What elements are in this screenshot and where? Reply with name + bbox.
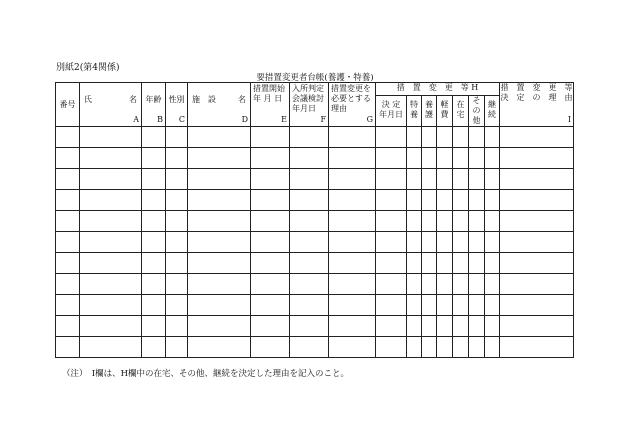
ledger-cell[interactable] [407, 316, 422, 337]
ledger-cell[interactable] [453, 190, 469, 211]
ledger-cell[interactable] [142, 169, 166, 190]
ledger-cell[interactable] [329, 148, 376, 169]
ledger-cell[interactable] [80, 211, 142, 232]
header-number: 番号 [56, 83, 80, 127]
ledger-cell[interactable] [500, 169, 574, 190]
ledger-cell[interactable] [376, 127, 407, 148]
header-change-reason: 措置変更を 必要とする 理由 G [329, 83, 376, 127]
ledger-cell[interactable] [290, 127, 329, 148]
ledger-cell[interactable] [407, 148, 422, 169]
ledger-cell[interactable] [251, 232, 290, 253]
ledger-cell[interactable] [290, 211, 329, 232]
table-row [56, 295, 574, 316]
ledger-cell[interactable] [376, 337, 407, 358]
table-row [56, 127, 574, 148]
ledger-cell[interactable] [437, 190, 453, 211]
ledger-cell[interactable] [376, 253, 407, 274]
table-row [56, 274, 574, 295]
subheader-keihi: 軽 費 [437, 96, 453, 127]
ledger-cell[interactable] [329, 274, 376, 295]
header-reason-group: 措 置 変 更 等 決 定 の 理 由 I [500, 83, 574, 127]
ledger-table [55, 82, 574, 358]
ledger-cell[interactable] [290, 253, 329, 274]
ledger-cell[interactable] [407, 274, 422, 295]
ledger-cell[interactable] [453, 295, 469, 316]
ledger-cell[interactable] [437, 253, 453, 274]
ledger-cell[interactable] [469, 316, 485, 337]
ledger-cell[interactable] [453, 211, 469, 232]
ledger-cell[interactable] [500, 211, 574, 232]
ledger-cell[interactable] [188, 190, 251, 211]
ledger-cell[interactable] [453, 274, 469, 295]
ledger-cell[interactable] [376, 232, 407, 253]
ledger-cell[interactable] [453, 169, 469, 190]
ledger-cell[interactable] [80, 127, 142, 148]
ledger-cell[interactable] [251, 169, 290, 190]
ledger-cell[interactable] [422, 127, 437, 148]
ledger-cell[interactable] [422, 232, 437, 253]
ledger-cell[interactable] [485, 295, 500, 316]
ledger-cell[interactable] [166, 148, 188, 169]
ledger-cell[interactable] [142, 127, 166, 148]
ledger-cell[interactable] [188, 253, 251, 274]
ledger-cell[interactable] [56, 232, 80, 253]
ledger-cell[interactable] [80, 169, 142, 190]
ledger-cell[interactable] [422, 316, 437, 337]
ledger-cell[interactable] [453, 337, 469, 358]
ledger-cell[interactable] [80, 295, 142, 316]
ledger-cell[interactable] [80, 232, 142, 253]
ledger-cell[interactable] [485, 211, 500, 232]
ledger-cell[interactable] [437, 316, 453, 337]
ledger-cell[interactable] [290, 274, 329, 295]
ledger-cell[interactable] [56, 316, 80, 337]
ledger-cell[interactable] [142, 337, 166, 358]
subheader-yogo: 養 護 [422, 96, 437, 127]
ledger-cell[interactable] [407, 211, 422, 232]
ledger-cell[interactable] [290, 169, 329, 190]
ledger-cell[interactable] [329, 211, 376, 232]
ledger-cell[interactable] [469, 127, 485, 148]
ledger-cell[interactable] [329, 169, 376, 190]
ledger-cell[interactable] [290, 337, 329, 358]
ledger-cell[interactable] [407, 337, 422, 358]
ledger-cell[interactable] [500, 127, 574, 148]
table-row [56, 190, 574, 211]
ledger-cell[interactable] [188, 232, 251, 253]
header-start-date: 措置開始 年 月 日 E [251, 83, 290, 127]
ledger-cell[interactable] [290, 232, 329, 253]
ledger-cell[interactable] [56, 295, 80, 316]
ledger-cell[interactable] [485, 316, 500, 337]
ledger-cell[interactable] [142, 211, 166, 232]
ledger-cell[interactable] [422, 274, 437, 295]
ledger-cell[interactable] [166, 337, 188, 358]
ledger-cell[interactable] [453, 148, 469, 169]
ledger-cell[interactable] [166, 127, 188, 148]
ledger-cell[interactable] [188, 169, 251, 190]
ledger-cell[interactable] [469, 211, 485, 232]
ledger-cell[interactable] [376, 169, 407, 190]
ledger-cell[interactable] [329, 337, 376, 358]
ledger-cell[interactable] [166, 316, 188, 337]
ledger-cell[interactable] [188, 148, 251, 169]
ledger-cell[interactable] [437, 232, 453, 253]
ledger-cell[interactable] [469, 295, 485, 316]
ledger-cell[interactable] [188, 274, 251, 295]
ledger-cell[interactable] [469, 148, 485, 169]
ledger-cell[interactable] [437, 169, 453, 190]
ledger-cell[interactable] [407, 190, 422, 211]
ledger-cell[interactable] [469, 337, 485, 358]
ledger-cell[interactable] [329, 253, 376, 274]
subheader-tokuyo: 特 養 [407, 96, 422, 127]
table-row [56, 211, 574, 232]
ledger-cell[interactable] [376, 211, 407, 232]
ledger-cell[interactable] [500, 274, 574, 295]
ledger-cell[interactable] [166, 232, 188, 253]
ledger-cell[interactable] [188, 316, 251, 337]
subheader-zaitaku: 在 宅 [453, 96, 469, 127]
ledger-cell[interactable] [290, 190, 329, 211]
ledger-cell[interactable] [142, 295, 166, 316]
ledger-cell[interactable] [329, 232, 376, 253]
header-entry-decision: 入所判定 会議検討 年月日 F [290, 83, 329, 127]
ledger-cell[interactable] [80, 148, 142, 169]
ledger-cell[interactable] [188, 127, 251, 148]
ledger-cell[interactable] [166, 211, 188, 232]
ledger-cell[interactable] [290, 316, 329, 337]
ledger-cell[interactable] [485, 253, 500, 274]
ledger-cell[interactable] [251, 253, 290, 274]
ledger-cell[interactable] [469, 169, 485, 190]
ledger-cell[interactable] [166, 169, 188, 190]
ledger-cell[interactable] [469, 253, 485, 274]
ledger-cell[interactable] [251, 316, 290, 337]
ledger-cell[interactable] [166, 190, 188, 211]
ledger-cell[interactable] [329, 295, 376, 316]
ledger-cell[interactable] [80, 274, 142, 295]
ledger-cell[interactable] [422, 211, 437, 232]
ledger-cell[interactable] [469, 190, 485, 211]
ledger-cell[interactable] [188, 211, 251, 232]
ledger-cell[interactable] [376, 148, 407, 169]
table-row [56, 148, 574, 169]
ledger-cell[interactable] [251, 127, 290, 148]
ledger-cell[interactable] [500, 190, 574, 211]
ledger-cell[interactable] [469, 232, 485, 253]
ledger-cell[interactable] [500, 337, 574, 358]
ledger-cell[interactable] [485, 169, 500, 190]
ledger-cell[interactable] [485, 232, 500, 253]
ledger-cell[interactable] [437, 127, 453, 148]
ledger-cell[interactable] [485, 127, 500, 148]
ledger-cell[interactable] [376, 274, 407, 295]
ledger-cell[interactable] [422, 295, 437, 316]
ledger-cell[interactable] [453, 316, 469, 337]
ledger-cell[interactable] [500, 253, 574, 274]
ledger-cell[interactable] [56, 127, 80, 148]
ledger-cell[interactable] [453, 253, 469, 274]
ledger-cell[interactable] [56, 148, 80, 169]
ledger-cell[interactable] [437, 337, 453, 358]
ledger-cell[interactable] [500, 295, 574, 316]
subheader-continue: 継 続 [485, 96, 500, 127]
footnote: （注） I欄は、H欄中の在宅、その他、継続を決定した理由を記入のこと。 [62, 369, 350, 379]
ledger-cell[interactable] [251, 295, 290, 316]
ledger-cell[interactable] [376, 316, 407, 337]
ledger-cell[interactable] [166, 253, 188, 274]
ledger-cell[interactable] [188, 337, 251, 358]
ledger-cell[interactable] [485, 148, 500, 169]
ledger-cell[interactable] [500, 232, 574, 253]
ledger-cell[interactable] [251, 148, 290, 169]
ledger-cell[interactable] [56, 211, 80, 232]
ledger-cell[interactable] [407, 127, 422, 148]
ledger-cell[interactable] [80, 337, 142, 358]
ledger-cell[interactable] [485, 190, 500, 211]
ledger-cell[interactable] [188, 295, 251, 316]
ledger-cell[interactable] [56, 337, 80, 358]
table-row [56, 169, 574, 190]
ledger-cell[interactable] [422, 169, 437, 190]
ledger-cell[interactable] [329, 127, 376, 148]
subheader-other: そ の 他 [469, 96, 485, 127]
ledger-body [56, 127, 574, 358]
ledger-cell[interactable] [500, 316, 574, 337]
header-gender: 性別 C [166, 83, 188, 127]
ledger-cell[interactable] [142, 274, 166, 295]
ledger-cell[interactable] [251, 190, 290, 211]
ledger-cell[interactable] [290, 148, 329, 169]
table-row [56, 232, 574, 253]
table-row [56, 253, 574, 274]
ledger-cell[interactable] [437, 211, 453, 232]
table-row [56, 337, 574, 358]
ledger-cell[interactable] [453, 232, 469, 253]
ledger-cell[interactable] [56, 274, 80, 295]
document-title: 要措置変更者台帳(養護・特養) [256, 73, 374, 83]
ledger-cell[interactable] [376, 190, 407, 211]
ledger-cell[interactable] [422, 253, 437, 274]
ledger-cell[interactable] [251, 274, 290, 295]
subheader-decision-date: 決 定 年月日 [376, 96, 407, 127]
ledger-cell[interactable] [142, 316, 166, 337]
ledger-cell[interactable] [142, 148, 166, 169]
ledger-cell[interactable] [422, 337, 437, 358]
header-age: 年齢 B [142, 83, 166, 127]
ledger-cell[interactable] [407, 253, 422, 274]
ledger-cell[interactable] [453, 127, 469, 148]
ledger-cell[interactable] [251, 211, 290, 232]
table-row [56, 316, 574, 337]
ledger-cell[interactable] [437, 148, 453, 169]
ledger-cell[interactable] [469, 274, 485, 295]
ledger-cell[interactable] [407, 232, 422, 253]
ledger-cell[interactable] [437, 274, 453, 295]
ledger-cell[interactable] [142, 253, 166, 274]
ledger-cell[interactable] [422, 190, 437, 211]
ledger-cell[interactable] [329, 190, 376, 211]
ledger-cell[interactable] [56, 169, 80, 190]
ledger-cell[interactable] [485, 274, 500, 295]
ledger-cell[interactable] [80, 253, 142, 274]
header-facility: 施 設 名 D [188, 83, 251, 127]
ledger-cell[interactable] [142, 190, 166, 211]
ledger-cell[interactable] [485, 337, 500, 358]
ledger-cell[interactable] [80, 316, 142, 337]
ledger-cell[interactable] [422, 148, 437, 169]
header-name: 氏 名 A [80, 83, 142, 127]
ledger-cell[interactable] [251, 337, 290, 358]
ledger-cell[interactable] [56, 253, 80, 274]
ledger-cell[interactable] [407, 169, 422, 190]
ledger-cell[interactable] [80, 190, 142, 211]
ledger-cell[interactable] [166, 274, 188, 295]
header-change-group: 措 置 変 更 等 H [376, 83, 500, 96]
ledger-cell[interactable] [407, 295, 422, 316]
ledger-cell[interactable] [329, 316, 376, 337]
form-label: 別紙2(第4関係) [56, 63, 120, 73]
ledger-cell[interactable] [376, 295, 407, 316]
ledger-cell[interactable] [437, 295, 453, 316]
ledger-cell[interactable] [56, 190, 80, 211]
ledger-cell[interactable] [166, 295, 188, 316]
ledger-cell[interactable] [142, 232, 166, 253]
ledger-cell[interactable] [500, 148, 574, 169]
ledger-cell[interactable] [290, 295, 329, 316]
